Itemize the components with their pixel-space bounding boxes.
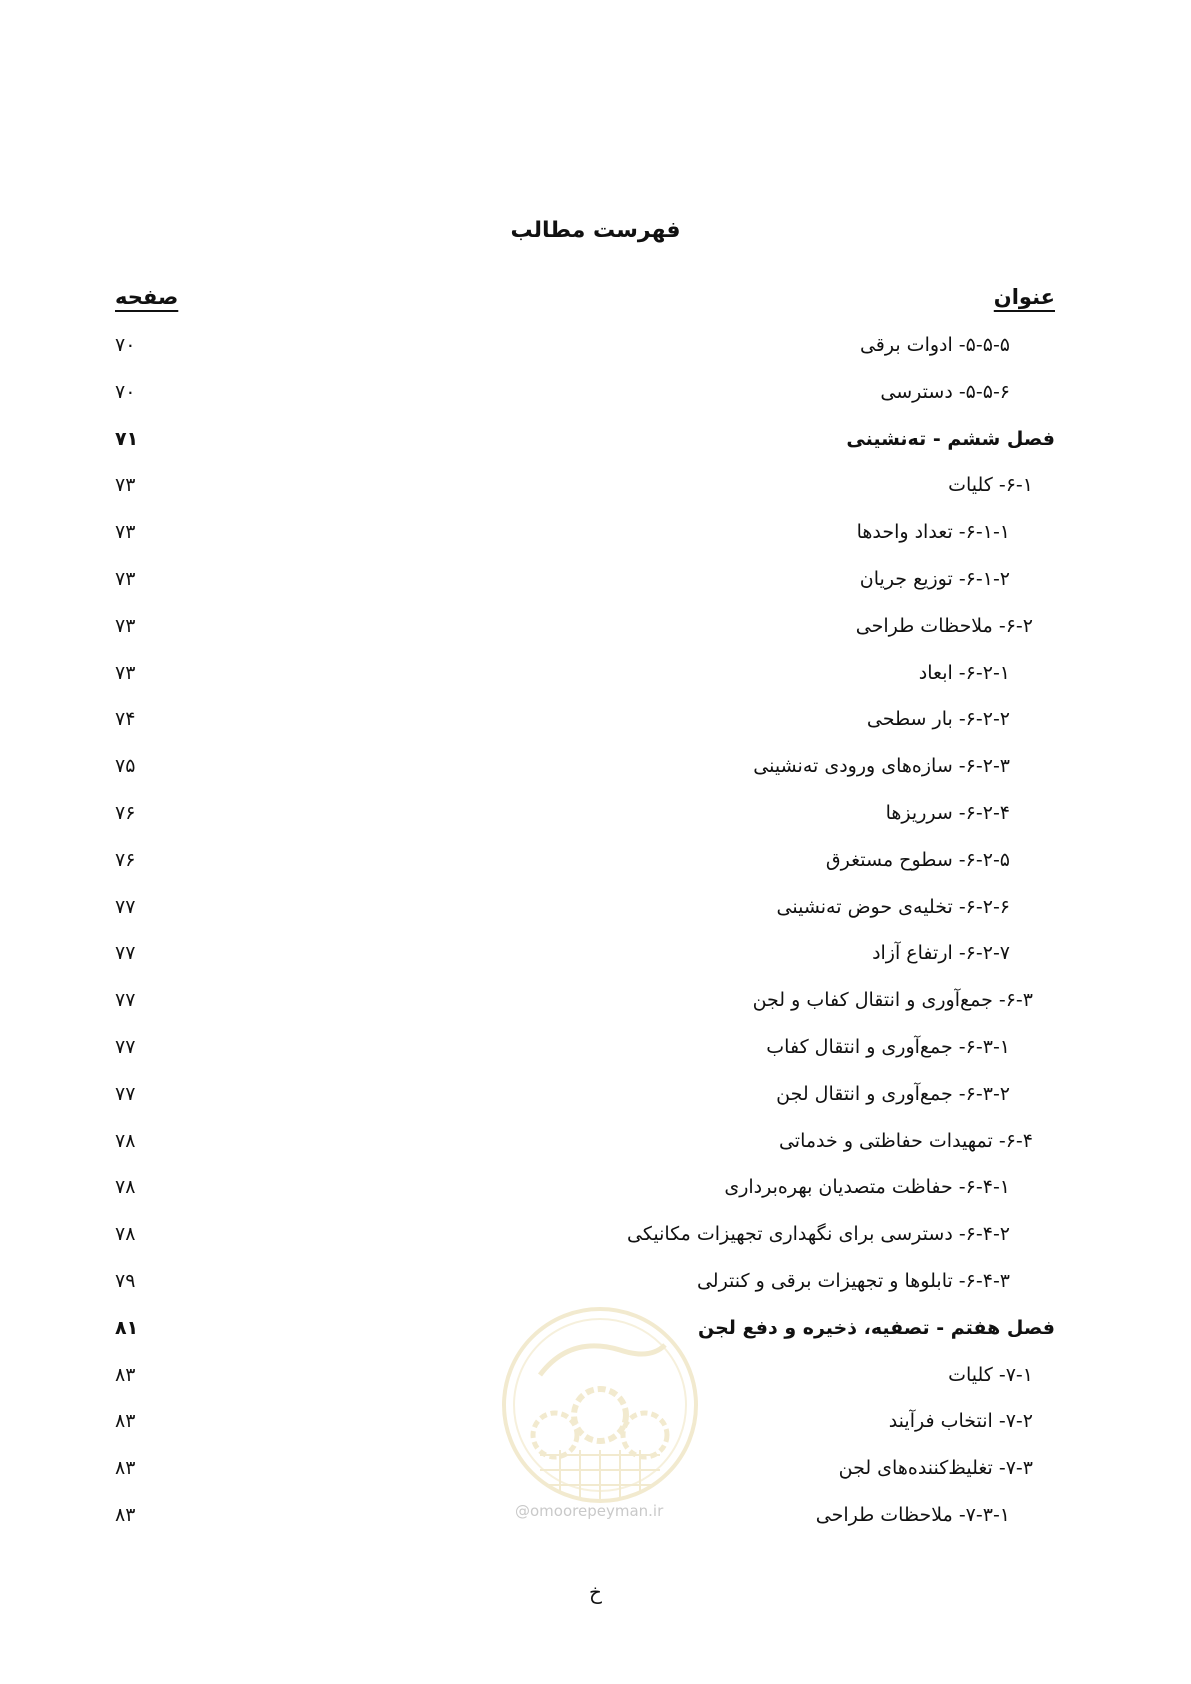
toc-entry-title: ۶-۳-۲- جمع‌آوری و انتقال لجن xyxy=(776,1082,1010,1105)
toc-entry xyxy=(115,753,1055,800)
toc-entry-title: ۶-۱-۱- تعداد واحدها xyxy=(856,521,1010,544)
toc-header xyxy=(115,285,1055,321)
toc-entry xyxy=(115,1174,1055,1221)
toc-entry-page: ۷۰ xyxy=(115,334,136,356)
toc-entry-page: ۷۵ xyxy=(115,755,136,778)
toc-entry-title: ۷-۱- کلیات xyxy=(948,1363,1033,1386)
toc-entry-page: ۷۶ xyxy=(115,801,136,824)
toc-entry-title: ۶-۴- تمهیدات حفاظتی و خدماتی xyxy=(778,1129,1033,1152)
toc-entry-page: ۸۳ xyxy=(115,1503,136,1526)
toc-entry-page: ۷۷ xyxy=(115,1035,136,1058)
toc-entry xyxy=(115,940,1055,987)
toc-entry xyxy=(115,987,1055,1034)
toc-entry xyxy=(115,566,1055,613)
toc-entry-title: ۶-۲-۷- ارتفاع آزاد xyxy=(872,942,1010,965)
toc-entry-page: ۷۴ xyxy=(115,708,136,731)
toc-entry-title: ۶-۴-۱- حفاظت متصدیان بهره‌برداری xyxy=(724,1176,1010,1199)
toc-entry-title: ۶-۲-۴- سرریزها xyxy=(885,801,1010,824)
toc-entry xyxy=(115,332,1055,379)
toc-entry-page: ۷۷ xyxy=(115,895,136,918)
toc-entry xyxy=(115,800,1055,847)
toc-entry xyxy=(115,472,1055,519)
toc-entry xyxy=(115,1034,1055,1081)
toc-header-title-label: عنوان xyxy=(993,285,1055,309)
toc-entry-page: ۸۳ xyxy=(115,1457,136,1480)
toc-header-page-label: صفحه xyxy=(115,285,179,309)
toc-entry-page: ۷۰ xyxy=(115,380,136,403)
toc-entry-title: ۷-۲- انتخاب فرآیند xyxy=(888,1410,1033,1433)
toc-entry-page: ۷۳ xyxy=(115,521,136,544)
toc-entry-title: ۶-۲-۱- ابعاد xyxy=(918,661,1010,684)
toc-entry-title: ۶-۲- ملاحظات طراحی xyxy=(855,614,1033,637)
toc-entry-title: فصل هفتم - تصفیه، ذخیره و دفع لجن xyxy=(698,1316,1055,1339)
toc-entry-page: ۷۷ xyxy=(115,989,136,1012)
toc-entry-title: ۶-۴-۳- تابلوها و تجهیزات برقی و کنترلی xyxy=(696,1269,1010,1292)
toc-entry-page: ۷۳ xyxy=(115,567,136,590)
toc-entry-title: ۶-۲-۶- تخلیه‌ی حوض ته‌نشینی xyxy=(776,895,1010,918)
watermark-url: @omoorepeyman.ir xyxy=(515,1502,664,1520)
toc-entry-page: ۷۷ xyxy=(115,942,136,965)
toc-entry xyxy=(115,706,1055,753)
toc-entry xyxy=(115,613,1055,660)
toc-entry xyxy=(115,1081,1055,1128)
toc-entry xyxy=(115,1128,1055,1175)
toc-entry xyxy=(115,1221,1055,1268)
toc-entry xyxy=(115,426,1055,473)
toc-entry-page: ۷۳ xyxy=(115,474,136,497)
toc-entry-title: ۶-۲-۳- سازه‌های ورودی ته‌نشینی xyxy=(753,755,1010,778)
toc-entry-page: ۷۸ xyxy=(115,1223,136,1246)
toc-entry-page: ۷۶ xyxy=(115,848,136,871)
page-number: خ xyxy=(589,1580,602,1604)
toc-entry-title: ۶-۲-۵- سطوح مستغرق xyxy=(825,848,1010,871)
toc-entry xyxy=(115,519,1055,566)
toc-entry-title: ۶-۱- کلیات xyxy=(948,474,1033,497)
toc-entry-page: ۸۳ xyxy=(115,1363,136,1386)
toc-entry-page: ۷۹ xyxy=(115,1269,136,1292)
toc-entry-title: ۷-۳-۱- ملاحظات طراحی xyxy=(815,1503,1010,1526)
toc-entry-title: فصل ششم - ته‌نشینی xyxy=(846,427,1055,450)
watermark-logo-icon xyxy=(500,1305,700,1505)
toc-entry-title: ۵-۵-۶- دسترسی xyxy=(880,380,1010,403)
toc-entry-page: ۷۸ xyxy=(115,1176,136,1199)
toc-entry-title: ۶-۴-۲- دسترسی برای نگهداری تجهیزات مکانیکی xyxy=(627,1223,1010,1246)
toc-entry xyxy=(115,660,1055,707)
toc-entry-title: ۷-۳- تغلیظ‌کننده‌های لجن xyxy=(838,1457,1033,1480)
toc-entry-page: ۷۷ xyxy=(115,1082,136,1105)
toc-entry-title: ۶-۲-۲- بار سطحی xyxy=(866,708,1010,731)
toc-entry-page: ۷۱ xyxy=(115,427,139,450)
toc-entry-title: ۶-۱-۲- توزیع جریان xyxy=(859,567,1010,590)
toc-entry-page: ۸۳ xyxy=(115,1410,136,1433)
toc-entry-title: ۶-۳-۱- جمع‌آوری و انتقال کفاب xyxy=(766,1035,1010,1058)
toc-entry xyxy=(115,847,1055,894)
page-title: فهرست مطالب xyxy=(510,218,681,243)
toc-entry xyxy=(115,379,1055,426)
toc-entry-page: ۷۳ xyxy=(115,661,136,684)
toc-entry-page: ۷۳ xyxy=(115,614,136,637)
toc-entry-title: ۵-۵-۵- ادوات برقی xyxy=(859,334,1010,356)
toc-entry xyxy=(115,894,1055,941)
toc-entry-title: ۶-۳- جمع‌آوری و انتقال کفاب و لجن xyxy=(752,989,1033,1012)
toc-entry-page: ۸۱ xyxy=(115,1316,139,1339)
toc-entry-page: ۷۸ xyxy=(115,1129,136,1152)
